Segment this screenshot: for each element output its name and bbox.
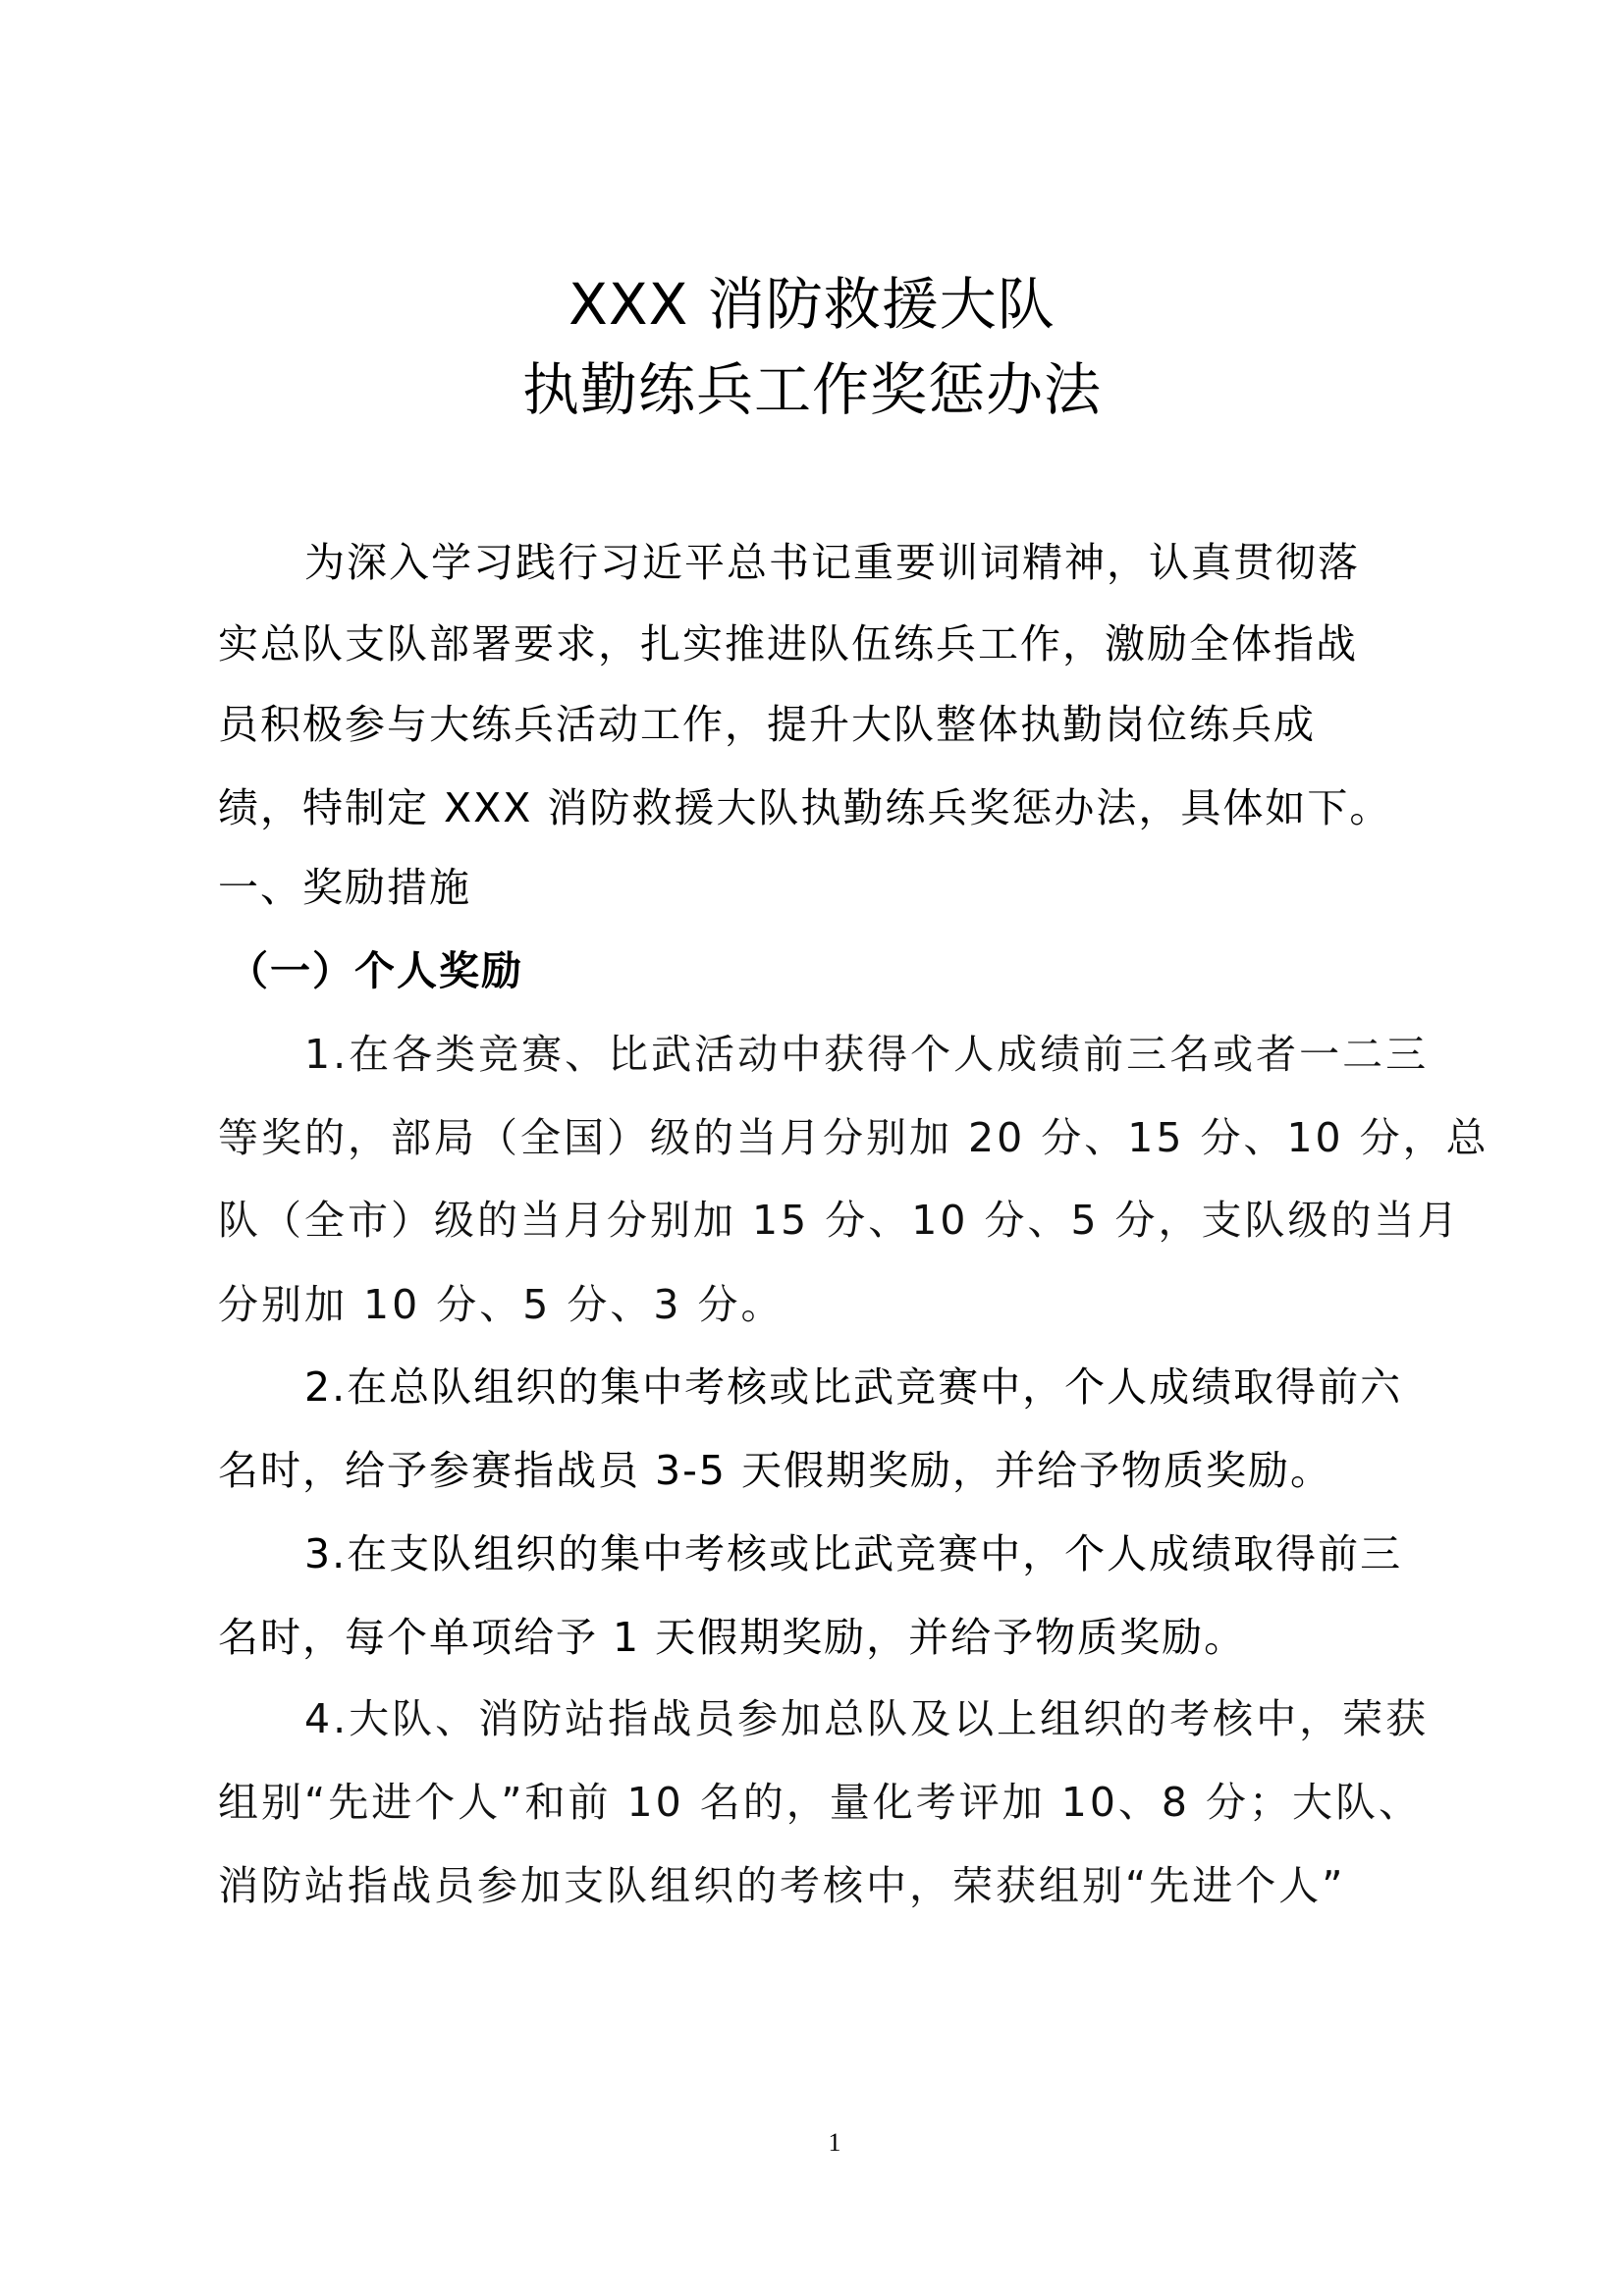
- intro-line: 实总队支队部署要求，扎实推进队伍练兵工作，激励全体指战: [218, 620, 1358, 667]
- item-line: 2.在总队组织的集中考核或比武竞赛中，个人成绩取得前六: [304, 1363, 1403, 1411]
- intro-line: 为深入学习践行习近平总书记重要训词精神，认真贯彻落: [304, 539, 1360, 586]
- item-line: 组别“先进个人”和前 10 名的，量化考评加 10、8 分；大队、: [218, 1779, 1423, 1826]
- item-line: 队（全市）级的当月分别加 15 分、10 分、5 分，支队级的当月: [218, 1197, 1461, 1244]
- item-line: 名时，每个单项给予 1 天假期奖励，并给予物质奖励。: [218, 1614, 1247, 1661]
- page-number: 1: [828, 2128, 841, 2157]
- subsection-heading-individual-rewards: （一）个人奖励: [228, 947, 523, 994]
- section-heading-rewards: 一、奖励措施: [218, 864, 471, 911]
- document-title-line2: 执勤练兵工作奖惩办法: [521, 356, 1102, 423]
- item-line: 4.大队、消防站指战员参加总队及以上组织的考核中，荣获: [304, 1695, 1430, 1742]
- intro-line: 绩，特制定 XXX 消防救援大队执勤练兵奖惩办法，具体如下。: [218, 784, 1392, 831]
- item-line: 1.在各类竞赛、比武活动中获得个人成绩前三名或者一二三: [304, 1031, 1430, 1078]
- item-line: 消防站指战员参加支队组织的考核中，荣获组别“先进个人”: [218, 1862, 1346, 1909]
- intro-line: 员积极参与大练兵活动工作，提升大队整体执勤岗位练兵成: [218, 701, 1316, 748]
- item-line: 名时，给予参赛指战员 3-5 天假期奖励，并给予物质奖励。: [218, 1447, 1333, 1494]
- item-line: 等奖的，部局（全国）级的当月分别加 20 分、15 分、10 分，总: [218, 1114, 1489, 1161]
- document-title-line1: XXX 消防救援大队: [568, 271, 1056, 338]
- item-line: 3.在支队组织的集中考核或比武竞赛中，个人成绩取得前三: [304, 1530, 1403, 1577]
- item-line: 分别加 10 分、5 分、3 分。: [218, 1281, 785, 1328]
